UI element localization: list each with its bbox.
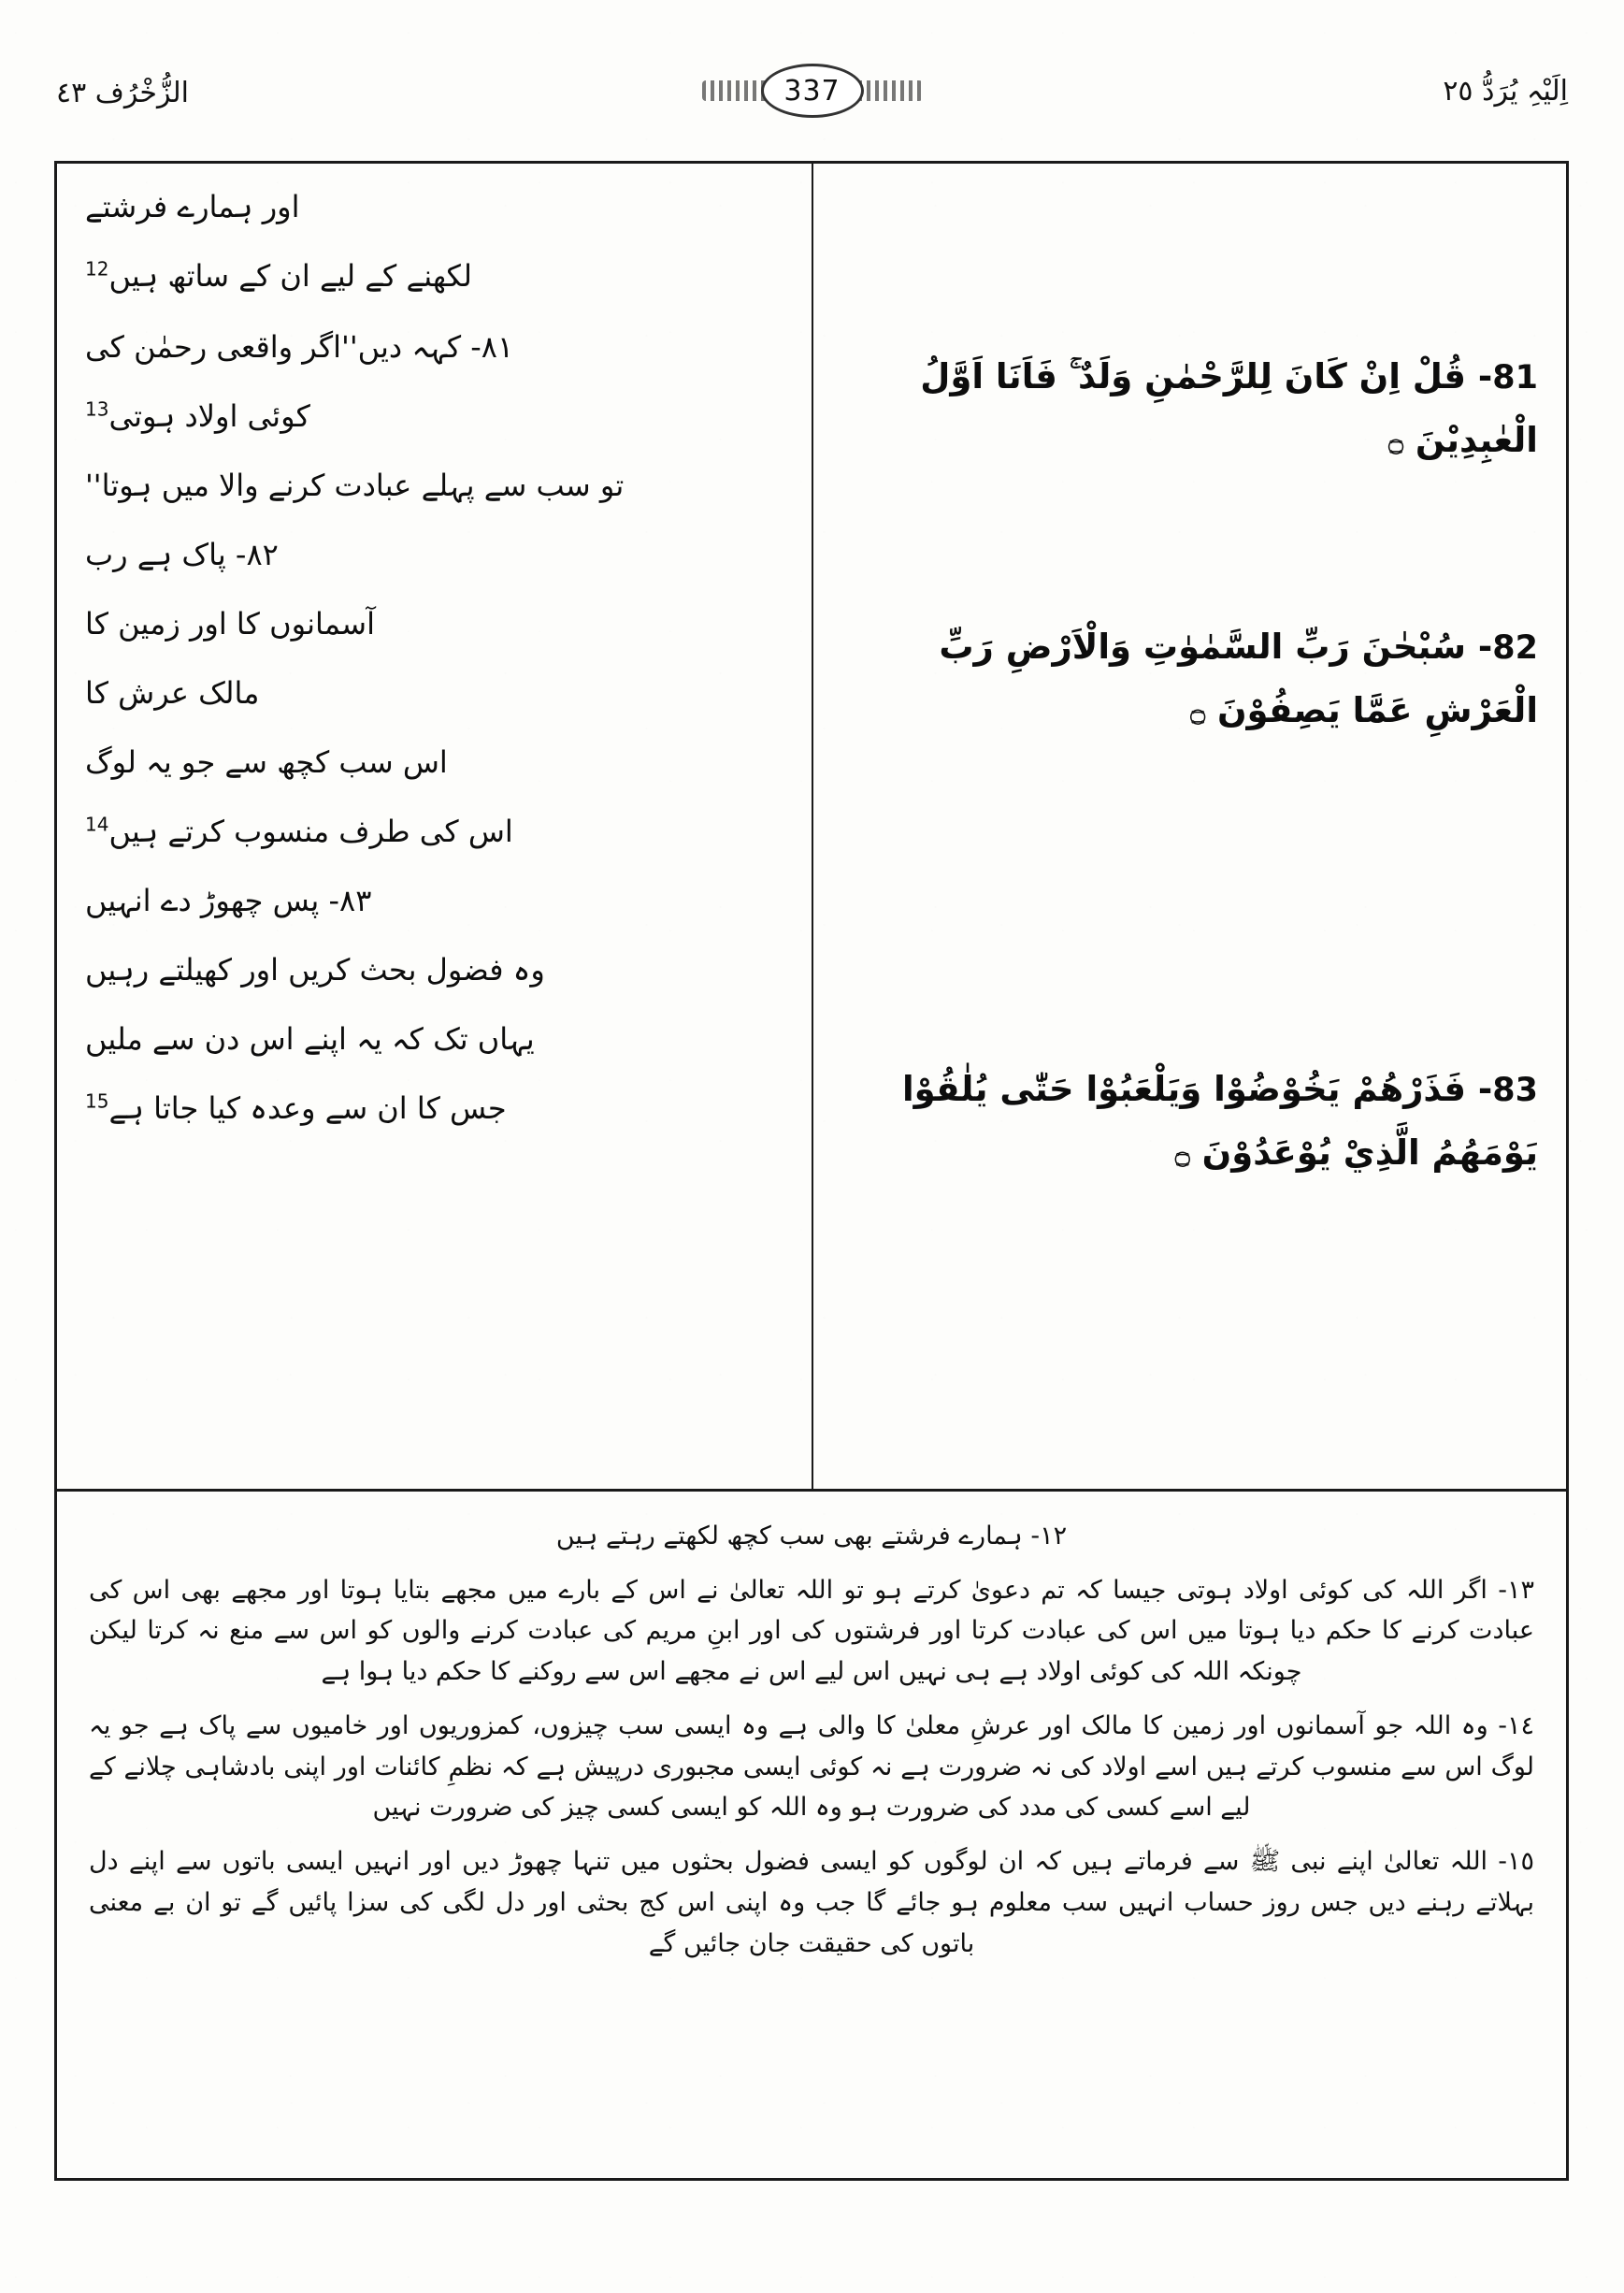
urdu-heading-83: ٨٣- پس چھوڑ دے انہیں — [85, 883, 372, 918]
footnote-14: ١٤- وہ اللہ جو آسمانوں اور زمین کا مالک اور عرشِ معلیٰ کا والی ہے وہ ایسی سب چیزوں، کمزوریوں اور خامیوں سے پاک ہے جو یہ لوگ اس سے منسوب کرتے ہیں اسے اولاد کی نہ ضرورت ہے نہ کوئی ایسی مجبوری درپیش ہے کہ نظمِ کائنات اور اپنی بادشاہی چلانے کے لیے اسے کسی کی مدد کی ضرورت ہو وہ اللہ کو ایسی کسی چیز کی ضرورت نہیں — [89, 1710, 1534, 1823]
urdu-line-82-2: مالک عرش کا — [85, 675, 260, 711]
ayah-number-83: 83 — [1492, 1071, 1538, 1109]
ayah-number-81: 81 — [1492, 359, 1538, 397]
urdu-line-81-2: تو سب سے پہلے عبادت کرنے والا میں ہوتا'' — [85, 468, 625, 503]
page-number-badge — [700, 64, 925, 118]
urdu-line-81-1-text: کوئی اولاد ہوتی — [108, 398, 310, 434]
surah-label-text: الزُّخْرُف ٤٣ — [56, 77, 189, 109]
page-number: 337 — [761, 64, 864, 118]
para-label — [1443, 75, 1568, 108]
urdu-heading-82: ٨٢- پاک ہے رب — [85, 537, 279, 572]
ayah-endmark-81: ۝ — [1388, 427, 1403, 457]
urdu-line-82-4 — [85, 813, 787, 850]
urdu-top-line-2 — [85, 257, 787, 295]
urdu-line-83-3 — [85, 1089, 787, 1127]
ayah-endmark-83: ۝ — [1174, 1140, 1190, 1170]
ayah-text-81: قُلْ اِنْ كَانَ لِلرَّحْمٰنِ وَلَدٌ ۚ فَاَنَا اَوَّلُ الْعٰبِدِيْنَ — [920, 356, 1538, 461]
ayah-text-83: فَذَرْهُمْ يَخُوْضُوْا وَيَلْعَبُوْا حَتّٰى يُلٰقُوْا يَوْمَهُمُ الَّذِيْ يُوْعَدُوْنَ — [901, 1068, 1538, 1174]
footnote-12: ١٢- ہمارے فرشتے بھی سب کچھ لکھتے رہتے ہیں — [555, 1521, 1068, 1550]
ayah-arabic-82: 82- سُبْحٰنَ رَبِّ السَّمٰوٰتِ وَالْاَرْضِ رَبِّ الْعَرْشِ عَمَّا يَصِفُوْنَ ۝ — [939, 626, 1538, 731]
ayah-endmark-82: ۝ — [1190, 698, 1206, 728]
footnote-13: ١٣- اگر اللہ کی کوئی اولاد ہوتی جیسا کہ تم دعویٰ کرتے ہو تو اللہ تعالیٰ نے اس کے بارے میں مجھے بتایا ہوتا اور مجھے بھی اس کی عبادت کرنے کا حکم دیا ہوتا میں اس کی عبادت کرتا اور فرشتوں کی اور ابنِ مریم کی عبادت کرنے والوں کو اس سے منع نہ کرتا لیکن چونکہ اللہ کی کوئی اولاد ہے ہی نہیں اس لیے اس نے مجھے اس سے روکنے کا حکم دیا ہوا ہے — [89, 1575, 1534, 1687]
urdu-top-line-1: اور ہمارے فرشتے — [85, 189, 300, 224]
footnote-mark-15: 15 — [85, 1089, 109, 1113]
urdu-line-82-1: آسمانوں کا اور زمین کا — [85, 606, 375, 642]
arabic-column — [812, 164, 1566, 1489]
page-header — [56, 75, 1568, 131]
content-frame — [54, 161, 1569, 2181]
urdu-line-82-4-text: اس کی طرف منسوب کرتے ہیں — [108, 814, 513, 849]
verses-area — [57, 164, 1566, 1492]
footnote-mark-13: 13 — [85, 397, 109, 421]
ayah-arabic-81: 81- قُلْ اِنْ كَانَ لِلرَّحْمٰنِ وَلَدٌ ۚ فَاَنَا اَوَّلُ الْعٰبِدِيْنَ ۝ — [920, 356, 1538, 461]
footnote-15: ١٥- اللہ تعالیٰ اپنے نبی ﷺ سے فرماتے ہیں کہ ان لوگوں کو ایسی فضول بحثوں میں تنہا چھوڑ دیں اور انہیں ایسی باتوں سے اپنے دل بہلاتے رہنے دیں جس روز حساب انہیں سب معلوم ہو جائے گا جب وہ اپنی اس کج بحثی اور دل لگی کی سزا پائیں گے تو ان بے معنی باتوں کی حقیقت جان جائیں گے — [89, 1847, 1534, 1958]
ayah-text-82: سُبْحٰنَ رَبِّ السَّمٰوٰتِ وَالْاَرْضِ رَبِّ الْعَرْشِ عَمَّا يَصِفُوْنَ — [939, 626, 1538, 731]
urdu-line-81-1 — [85, 397, 787, 435]
footnotes-area — [57, 1492, 1566, 1986]
ayah-number-82: 82 — [1492, 628, 1538, 667]
urdu-heading-81: ٨١- کہہ دیں''اگر واقعی رحمٰن کی — [85, 329, 514, 365]
urdu-column — [57, 164, 812, 1489]
urdu-line-83-2: یہاں تک کہ یہ اپنے اس دن سے ملیں — [85, 1021, 535, 1057]
footnote-mark-12: 12 — [85, 257, 109, 281]
urdu-line-82-3: اس سب کچھ سے جو یہ لوگ — [85, 744, 448, 780]
urdu-line-83-3-text: جس کا ان سے وعدہ کیا جاتا ہے — [108, 1090, 507, 1126]
urdu-line-83-1: وہ فضول بحث کریں اور کھیلتے رہیں — [85, 952, 545, 988]
ayah-arabic-83: 83- فَذَرْهُمْ يَخُوْضُوْا وَيَلْعَبُوْا حَتّٰى يُلٰقُوْا يَوْمَهُمُ الَّذِيْ يُوْعَدُوْنَ ۝ — [901, 1068, 1538, 1174]
footnote-mark-14: 14 — [85, 813, 109, 836]
para-label-text: اِلَیْہِ یُرَدُّ ٢٥ — [1443, 75, 1568, 108]
urdu-top-line-2-text: لکھنے کے لیے ان کے ساتھ ہیں — [108, 258, 473, 294]
surah-label — [56, 77, 189, 109]
